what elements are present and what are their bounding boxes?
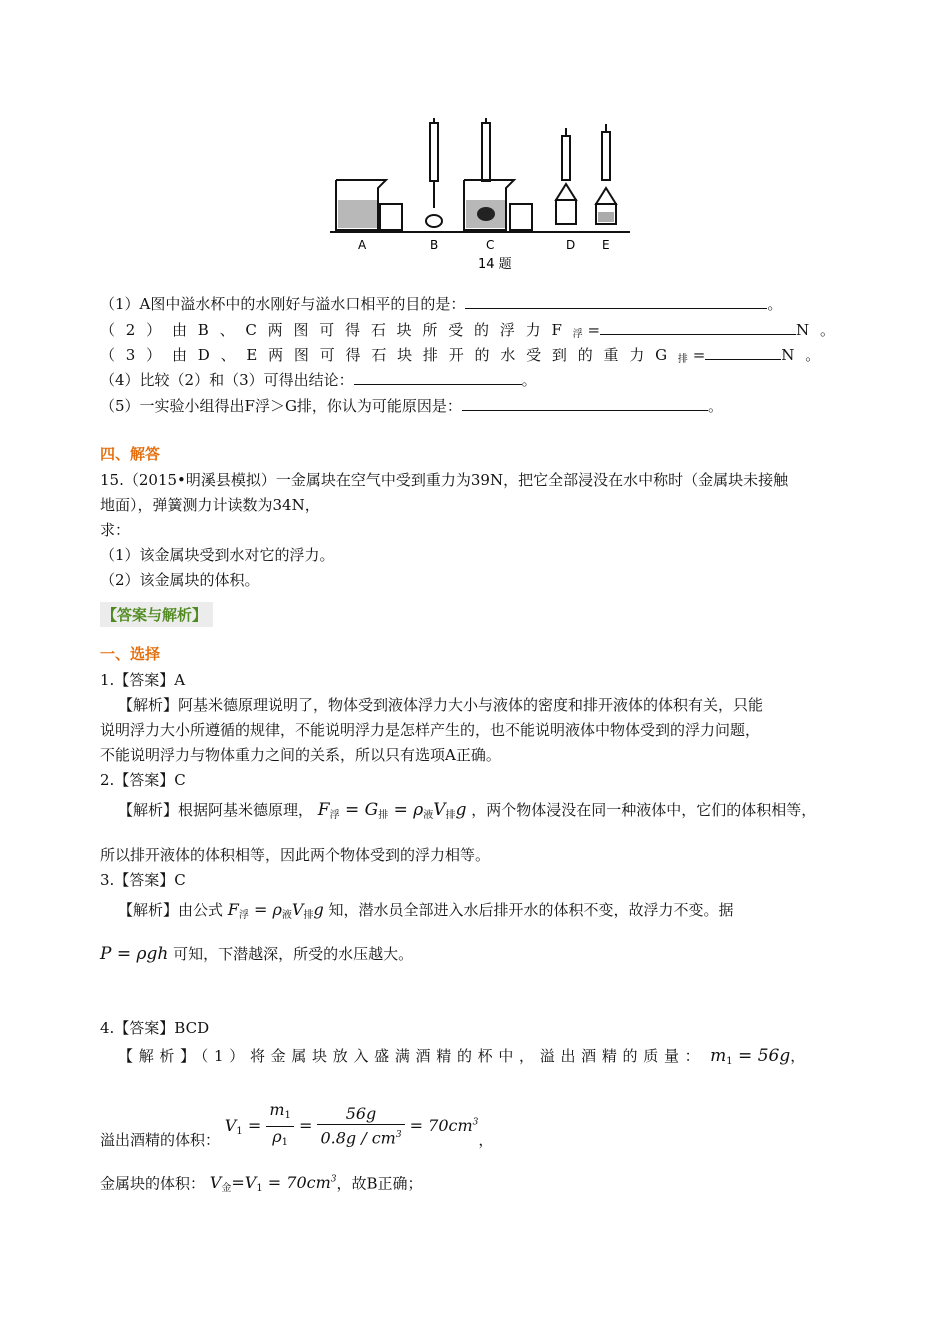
formula-volume: V1 = $\frac{m1}{\rho 1}$ = $\frac{56g}{0.8g / cm^3}$ = $70cm^3$ <box>224 1100 479 1148</box>
q15-text: 地面），弹簧测力计读数为34N， <box>100 496 320 514</box>
formula-archimedes: F浮 = G排 = ρ液V排g <box>317 800 467 821</box>
explanation-4: 溢出酒精的体积： V1 = $\frac{m1}{\rho 1}$ = $\frac{56g}{0.8g / cm^3}$ = $70cm^3$， <box>100 1100 494 1149</box>
answer-blank[interactable] <box>600 320 796 335</box>
formula-mass: m1 = 56g <box>710 1046 791 1067</box>
answer-blank[interactable] <box>462 396 708 411</box>
formula-pressure: P = ρgh <box>100 944 169 964</box>
explanation-2: 所以排开液体的体积相等，因此两个物体受到的浮力相等。 <box>100 846 491 864</box>
answer-3: 3.【答案】C <box>100 871 186 889</box>
explanation-3: P = ρgh 可知，下潜越深，所受的水压越大。 <box>100 944 414 964</box>
figure-label-c: C <box>486 238 495 252</box>
answer-blank[interactable] <box>705 345 781 360</box>
experiment-figure <box>330 118 630 273</box>
figure-label-d: D <box>566 238 576 252</box>
figure-label-b: B <box>430 238 439 252</box>
q14-part2: （2）由B、C两图可得石块所受的浮力$F_浮 = N$。 <box>100 321 846 340</box>
explanation-4: 金属块的体积： V金$=V1 = 70cm^3$，故B正确； <box>100 1173 423 1195</box>
figure-label-e: E <box>602 238 610 252</box>
answer-2: 2.【答案】C <box>100 771 186 789</box>
figure-caption: 14 题 <box>478 257 512 272</box>
answer-blank[interactable] <box>465 294 767 309</box>
formula-gold-volume: V金$=V1 = 70cm^3$ <box>209 1173 337 1195</box>
answer-4: 4.【答案】BCD <box>100 1019 210 1037</box>
q15-part1: （1）该金属块受到水对它的浮力。 <box>100 546 335 564</box>
answers-header: 【答案与解析】 <box>100 602 213 627</box>
formula-buoyancy: F浮 = ρ液V排g <box>227 900 324 921</box>
section-title-solve: 四、解答 <box>100 445 161 463</box>
q14-part4: （4）比较（2）和（3）可得出结论： 。 <box>100 371 537 389</box>
answer-1: 1.【答案】A <box>100 671 186 689</box>
q15-text: 15.（2015•明溪县模拟）一金属块在空气中受到重力为39N，把它全部浸没在水中称时（金属块未接触 <box>100 471 789 489</box>
section-title-choice: 一、选择 <box>100 645 161 663</box>
explanation-2: 【解析】根据阿基米德原理， F浮 = G排 = ρ液V排g ，两个物体浸没在同一种液体中，它们的体积相等， <box>118 800 817 821</box>
explanation-1: 不能说明浮力与物体重力之间的关系，所以只有选项A正确。 <box>100 746 501 764</box>
figure-label-a: A <box>358 238 367 252</box>
explanation-3: 【解析】由公式 F浮 = ρ液V排g 知，潜水员全部进入水后排开水的体积不变，故浮力不变。据 <box>118 900 734 921</box>
q15-part2: （2）该金属块的体积。 <box>100 571 260 589</box>
answer-blank[interactable] <box>354 370 522 385</box>
explanation-1: 【解析】阿基米德原理说明了，物体受到液体浮力大小与液体的密度和排开液体的体积有关，只能 <box>118 696 764 714</box>
explanation-1: 说明浮力大小所遵循的规律，不能说明浮力是怎样产生的，也不能说明液体中物体受到的浮力问题， <box>100 721 761 739</box>
q15-text: 求： <box>100 521 131 539</box>
explanation-4: 【解析】（1）将金属块放入盛满酒精的杯中，溢出酒精的质量： m1 = 56g， <box>118 1046 806 1067</box>
q14-part1: （1）A图中溢水杯中的水刚好与溢水口相平的目的是： 。 <box>100 295 783 313</box>
q14-part5: （5）一实验小组得出F浮＞G排，你认为可能原因是： 。 <box>100 397 723 415</box>
q14-part3: （3）由D、E两图可得石块排开的水受到的重力$G_排 = N$。 <box>100 346 831 365</box>
